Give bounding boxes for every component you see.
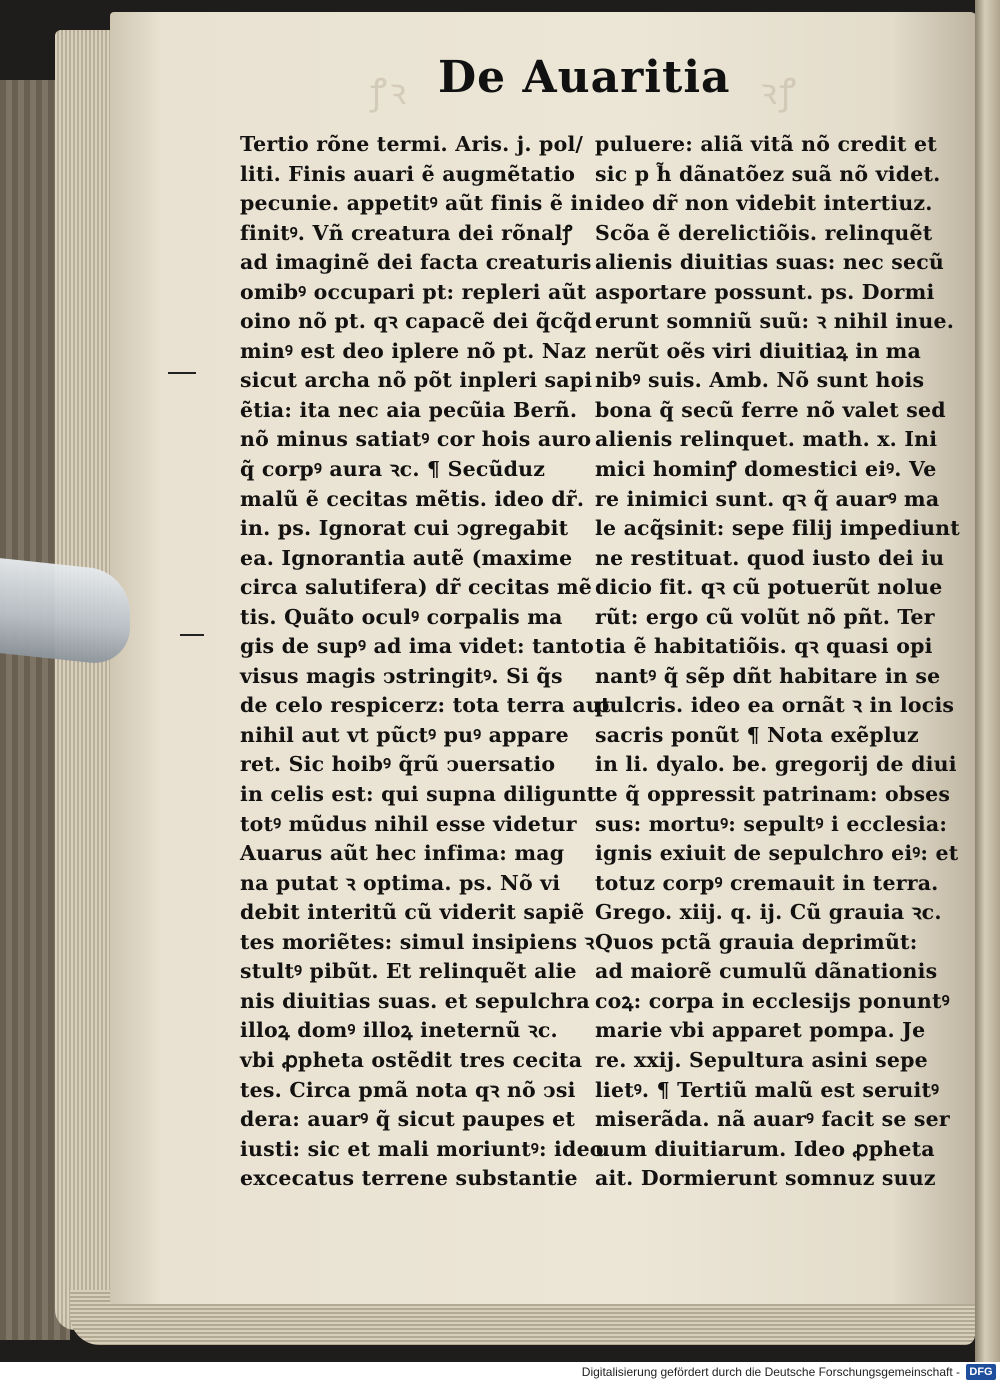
text-line: coꝝ: corpa in ecclesijs ponuntꝰ [595, 988, 950, 1013]
text-line: oino nõ pt. qꝛ capacẽ dei q̃cq̃d [240, 309, 592, 334]
text-line: dera: auarꝰ q̃ sicut paupes et [240, 1107, 576, 1132]
text-line: nerũt oẽs viri diuitiaꝝ in ma [595, 338, 922, 363]
text-line: ne restituat. quod iusto dei iu [595, 545, 945, 570]
text-line: totuz corpꝰ cremauit in terra. [595, 870, 939, 895]
text-line: erunt somniũ suũ: ꝛ nihil inue. [595, 309, 955, 334]
text-line: Auarus aũt hec infima: mag [240, 841, 565, 866]
text-line: Scõa ẽ derelictiõis. relinquẽt [595, 220, 933, 245]
text-line: marie vbi apparet pompa. Je [595, 1018, 926, 1043]
text-line: totꝰ mũdus nihil esse videtur [240, 811, 577, 836]
text-line: gis de supꝰ ad ima videt: tanto [240, 634, 594, 659]
text-line: liti. Finis auari ẽ augmẽtatio [240, 161, 576, 186]
text-line: vbi ꝓpheta ostẽdit tres cecita [240, 1047, 583, 1072]
text-line: dicio fit. qꝛ cũ potuerũt nolue [595, 575, 943, 600]
text-line: Grego. xiij. q. ij. Cũ grauia ꝛc. [595, 900, 942, 925]
facing-page-edge [975, 0, 1000, 1362]
text-line: asportare possunt. ps. Dormi [595, 279, 935, 304]
text-line: iusti: sic et mali moriuntꝰ: ideo [240, 1136, 604, 1161]
text-line: re. xxij. Sepultura asini sepe [595, 1047, 928, 1072]
text-line: finitꝰ. Vñ creatura dei rõnalꝭ [240, 220, 573, 245]
text-line: te q̃ oppressit patrinam: obses [595, 782, 951, 807]
text-line: illoꝝ domꝰ illoꝝ ineternũ ꝛc. [240, 1018, 558, 1043]
footer-credit: Digitalisierung gefördert durch die Deutsche Forschungsgemeinschaft - [581, 1365, 960, 1379]
text-line: q̃ corpꝰ aura ꝛc. ¶ Secũduz [240, 457, 546, 482]
text-line: ret. Sic hoibꝰ q̃rũ ↄuersatio [240, 752, 556, 777]
text-line: puluere: aliã vitã nõ credit et [595, 132, 937, 156]
page-title: De Auaritia [438, 52, 731, 103]
text-line: na putat ꝛ optima. ps. Nõ vi [240, 870, 561, 895]
text-line: ad imaginẽ dei facta creaturis [240, 250, 592, 275]
text-line: nibꝰ suis. Amb. Nõ sunt hois [595, 368, 925, 393]
dfg-logo: DFG [966, 1364, 996, 1380]
text-line: ideo dr̃ non videbit intertiuz. [595, 191, 933, 216]
text-line: tia ẽ habitatiõis. qꝛ quasi opi [595, 634, 933, 659]
right-column [595, 130, 960, 1194]
text-line: Quos pctã grauia deprimũt: [595, 929, 918, 954]
text-line: uum diuitiarum. Ideo ꝓpheta [595, 1136, 935, 1161]
left-column [240, 130, 611, 1194]
text-line: pecunie. appetitꝰ aũt finis ẽ in [240, 191, 594, 216]
bleed-through-left: ꝭꝛ [370, 72, 409, 113]
text-line: sicut archa nõ põt inpleri sapi [240, 368, 593, 393]
text-line: bona q̃ secũ ferre nõ valet sed [595, 397, 946, 422]
text-line: in li. dyalo. be. gregorij de diui [595, 752, 957, 777]
text-line: minꝰ est deo iplere nõ pt. Naz [240, 338, 587, 363]
text-line: de celo respicerz: tota terra aut [240, 693, 611, 718]
text-line: ad maiorẽ cumulũ dãnationis [595, 959, 938, 984]
text-line: ea. Ignorantia autẽ (maxime [240, 545, 573, 570]
text-line: ignis exiuit de sepulchro eiꝰ: et [595, 841, 959, 866]
text-line: sacris ponũt ¶ Nota exẽpluz [595, 722, 919, 747]
text-line: in celis est: qui supna diligunt [240, 782, 597, 807]
text-line: rũt: ergo cũ volũt nõ pñt. Ter [595, 604, 935, 629]
book-clamp [0, 558, 130, 667]
footer-bar [0, 1362, 1000, 1383]
margin-mark [168, 372, 196, 374]
text-line: alienis relinquet. math. x. Ini [595, 427, 938, 452]
text-line: nihil aut vt pũctꝰ puꝰ appare [240, 722, 569, 747]
text-line: tes. Circa pmã nota qꝛ nõ ↄsi [240, 1077, 576, 1102]
text-line: debit interitũ cũ viderit sapiẽ [240, 900, 585, 925]
text-line: alienis diuitias suas: nec secũ [595, 250, 945, 275]
text-line: tis. Quãto oculꝰ corpalis ma [240, 604, 563, 629]
text-line: tes moriẽtes: simul insipiens ꝛ [240, 929, 595, 954]
text-line: le acq̃sinit: sepe filij impediunt [595, 516, 960, 541]
text-line: pulcris. ideo ea ornãt ꝛ in locis [595, 693, 955, 718]
text-line: in. ps. Ignorat cui ↄgregabit [240, 516, 569, 541]
text-line: mici hominꝭ domestici eiꝰ. Ve [595, 457, 937, 482]
text-line: circa salutifera) dr̃ cecitas mẽ [240, 575, 592, 600]
text-line: visus magis ↄstringitꝰ. Si q̃s [240, 663, 563, 688]
margin-mark [180, 634, 204, 636]
text-line: sus: mortuꝰ: sepultꝰ i ecclesia: [595, 811, 948, 836]
text-line: miserãda. nã auarꝰ facit se ser [595, 1107, 950, 1132]
text-line: excecatus terrene substantie [240, 1166, 578, 1191]
text-line: lietꝰ. ¶ Tertiũ malũ est seruitꝰ [595, 1077, 940, 1102]
text-line: nis diuitias suas. et sepulchra [240, 988, 590, 1013]
text-line: sic p h̃ dãnatõez suã nõ videt. [595, 161, 941, 186]
bleed-through-right: ꝛꝭ [760, 72, 799, 113]
text-line: ait. Dormierunt somnuz suuz [595, 1166, 936, 1191]
text-line: stultꝰ pibũt. Et relinquẽt alie [240, 959, 577, 984]
text-line: omibꝰ occupari pt: repleri aũt [240, 279, 587, 304]
text-line: re inimici sunt. qꝛ q̃ auarꝰ ma [595, 486, 940, 511]
text-line: nantꝰ q̃ sẽp dñt habitare in se [595, 663, 941, 688]
text-line: nõ minus satiatꝰ cor hois auro [240, 427, 592, 452]
text-line: ẽtia: ita nec aia pecũia Berñ. [240, 397, 578, 422]
text-line: malũ ẽ cecitas mẽtis. ideo dr̃. [240, 486, 585, 511]
text-line: Tertio rõne termi. Aris. j. pol/ [240, 132, 584, 156]
